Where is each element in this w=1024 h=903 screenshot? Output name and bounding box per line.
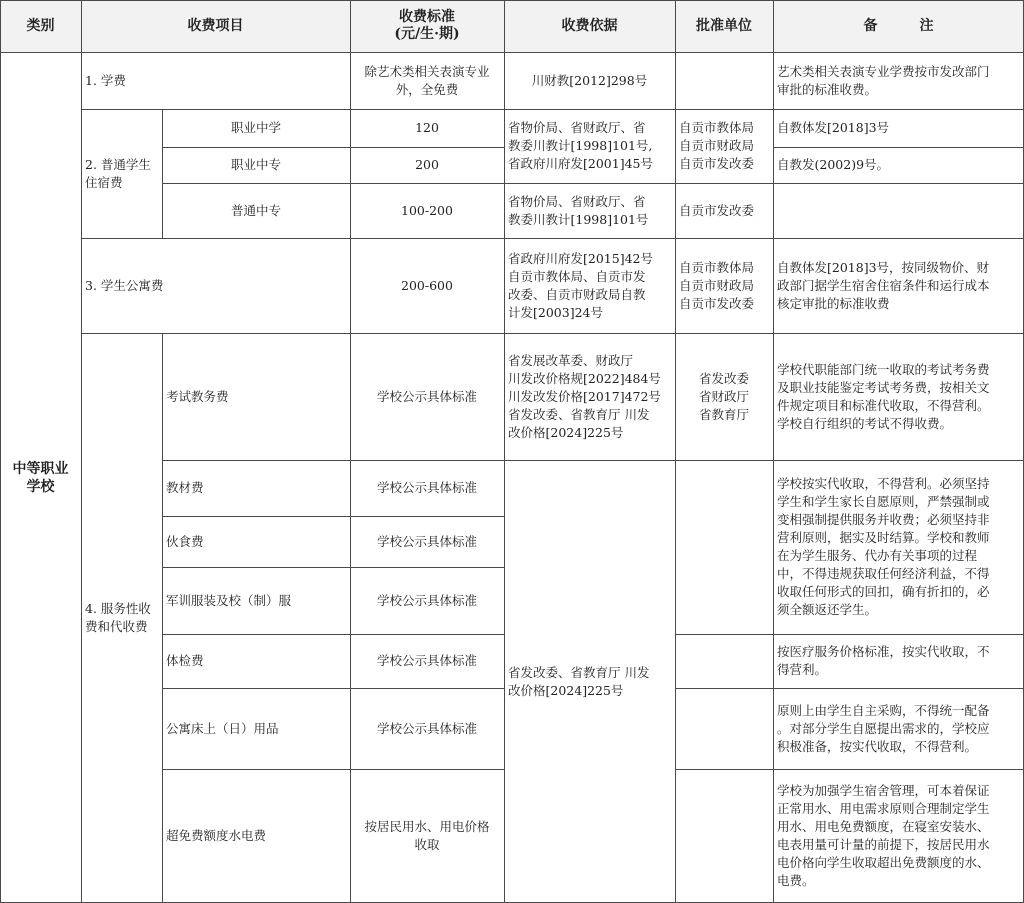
grid-line <box>162 567 504 568</box>
lodging-basis-b: 省物价局、省财政厅、省 教委川教计[1998]101号 <box>508 193 649 227</box>
lodging-sub: 职业中学 <box>230 120 281 135</box>
remark-bedding: 原则上由学生自主采购，不得统一配备 。对部分学生自愿提出需求的，学校应 积极准备，按实代收取，不得营利。 <box>777 702 990 754</box>
lodging-remark-a2: 自教发(2002)9号。 <box>777 157 890 172</box>
category-cell: 中等职业 学校 <box>12 460 69 495</box>
grid-line <box>81 333 1024 334</box>
service-item-sub: 公寓床上（日）用品 <box>166 720 279 736</box>
grid-line <box>162 769 504 770</box>
service-item-sub: 教材费 <box>166 480 204 495</box>
tuition-remark: 艺术类相关表演专业学费按市发改部门 审批的标准收费。 <box>777 63 990 97</box>
grid-line <box>162 147 504 148</box>
tuition-standard: 除艺术类相关表演专业 外，全免费 <box>364 63 490 97</box>
grid-line <box>162 688 504 689</box>
lodging-approver-a: 自贡市教体局 自贡市财政局 自贡市发改委 <box>679 120 755 171</box>
lodging-sub: 职业中专 <box>230 157 281 172</box>
grid-line <box>162 516 504 517</box>
grid-line <box>81 109 1024 110</box>
exam-remark: 学校代职能部门统一收取的考试考务费 及职业技能鉴定考试考务费，按相关文 件规定项目和标准代收取，不得营利。 学校自行组织的考试不得收费。 <box>777 361 990 431</box>
grid-line <box>162 109 163 238</box>
lodging-standard: 100-200 <box>401 202 453 218</box>
header-standard: 收费标准 (元/生·期) <box>350 0 504 52</box>
grid-line <box>162 183 1024 184</box>
service-item-sub: 体检费 <box>166 653 204 668</box>
remark-goods: 学校按实代收取，不得营利。必须坚持 学生和学生家长自愿原则，严禁强制或 变相强制提供服务并收费；必须坚持非 营利原则，据实及时结算。学校和教师 在为学生服务、代办有关事项的过程 中，不得违规获取任何经济利益，不得 收取任何形式的回扣，确有折扣的，必 须全额返还学生。 <box>777 476 990 617</box>
service-item-standard: 按居民用水、用电价格 收取 <box>364 819 490 852</box>
grid-line <box>504 0 505 903</box>
header-remark: 备 注 <box>773 0 1024 52</box>
remark-medical: 按医疗服务价格标准，按实代收取，不 得营利。 <box>777 644 990 677</box>
grid-line <box>162 634 504 635</box>
grid-line <box>675 634 1024 635</box>
grid-line <box>773 0 774 903</box>
service-item-standard: 学校公示具体标准 <box>376 533 477 549</box>
header-basis: 收费依据 <box>504 0 675 52</box>
grid-line <box>773 147 1024 148</box>
service-item-sub: 伙食费 <box>166 533 204 549</box>
lodging-standard: 120 <box>415 120 439 135</box>
service-item-sub: 军训服装及校（制）服 <box>166 592 292 608</box>
grid-line <box>162 333 163 903</box>
service-item-sub: 超免费额度水电费 <box>166 828 267 843</box>
apartment-standard: 200-600 <box>401 277 453 293</box>
apartment-remark: 自教体发[2018]3号，按同级物价、财 政部门据学生宿舍住宿条件和运行成本 核定审批的标准收费 <box>777 259 990 311</box>
grid-line <box>81 238 1024 239</box>
grid-line <box>81 0 82 903</box>
lodging-basis-a: 省物价局、省财政厅、省 教委川教计[1998]101号, 省政府川府发[2001]45号 <box>508 120 653 171</box>
service-name: 4. 服务性收 费和代收费 <box>85 601 151 634</box>
service-item-standard: 学校公示具体标准 <box>376 480 477 495</box>
header-item: 收费项目 <box>81 0 350 52</box>
lodging-remark-a1: 自教体发[2018]3号 <box>777 120 890 135</box>
grid-line <box>0 0 1 903</box>
lodging-name: 2. 普通学生 住宿费 <box>85 156 151 190</box>
service-shared-basis: 省发改委、省教育厅 川发 改价格[2024]225号 <box>508 664 650 698</box>
remark-utility: 学校为加强学生宿舍管理，可本着保证 正常用水、用电需求原则合理制定学生 用水、用电免费额度，在寝室安装水、 电表用量可计量的前提下，按居民用水 电价格向学生收取超出免费额度的水、 电费。 <box>777 783 990 888</box>
header-category: 类别 <box>0 0 81 52</box>
grid-line <box>675 769 1024 770</box>
service-item-standard: 学校公示具体标准 <box>376 592 477 608</box>
exam-basis: 省发展改革委、财政厅 川发改价格规[2022]484号 川发改发价格[2017]472号 省发改委、省教育厅 川发 改价格[2024]225号 <box>508 352 661 440</box>
exam-standard: 学校公示具体标准 <box>376 388 477 404</box>
grid-line <box>162 460 1024 461</box>
apartment-basis: 省政府川府发[2015]42号 自贡市教体局、自贡市发 改委、自贡市财政局自教 计发[2003]24号 <box>508 250 653 320</box>
lodging-sub: 普通中专 <box>230 202 281 218</box>
exam-approver: 省发改委 省财政厅 省教育厅 <box>698 370 749 422</box>
grid-line <box>675 0 676 903</box>
grid-line <box>350 0 351 903</box>
grid-line <box>0 0 1024 1</box>
exam-sub: 考试教务费 <box>166 388 229 404</box>
tuition-name: 1. 学费 <box>85 72 126 88</box>
tuition-basis: 川财教[2012]298号 <box>531 72 648 88</box>
grid-line <box>0 52 1024 53</box>
service-item-standard: 学校公示具体标准 <box>376 720 477 736</box>
header-approver: 批准单位 <box>675 0 773 52</box>
lodging-approver-b: 自贡市发改委 <box>679 202 755 218</box>
grid-line <box>675 688 1024 689</box>
service-item-standard: 学校公示具体标准 <box>376 653 477 668</box>
apartment-approver: 自贡市教体局 自贡市财政局 自贡市发改委 <box>679 259 755 311</box>
apartment-name: 3. 学生公寓费 <box>85 277 164 293</box>
lodging-standard: 200 <box>415 157 439 172</box>
